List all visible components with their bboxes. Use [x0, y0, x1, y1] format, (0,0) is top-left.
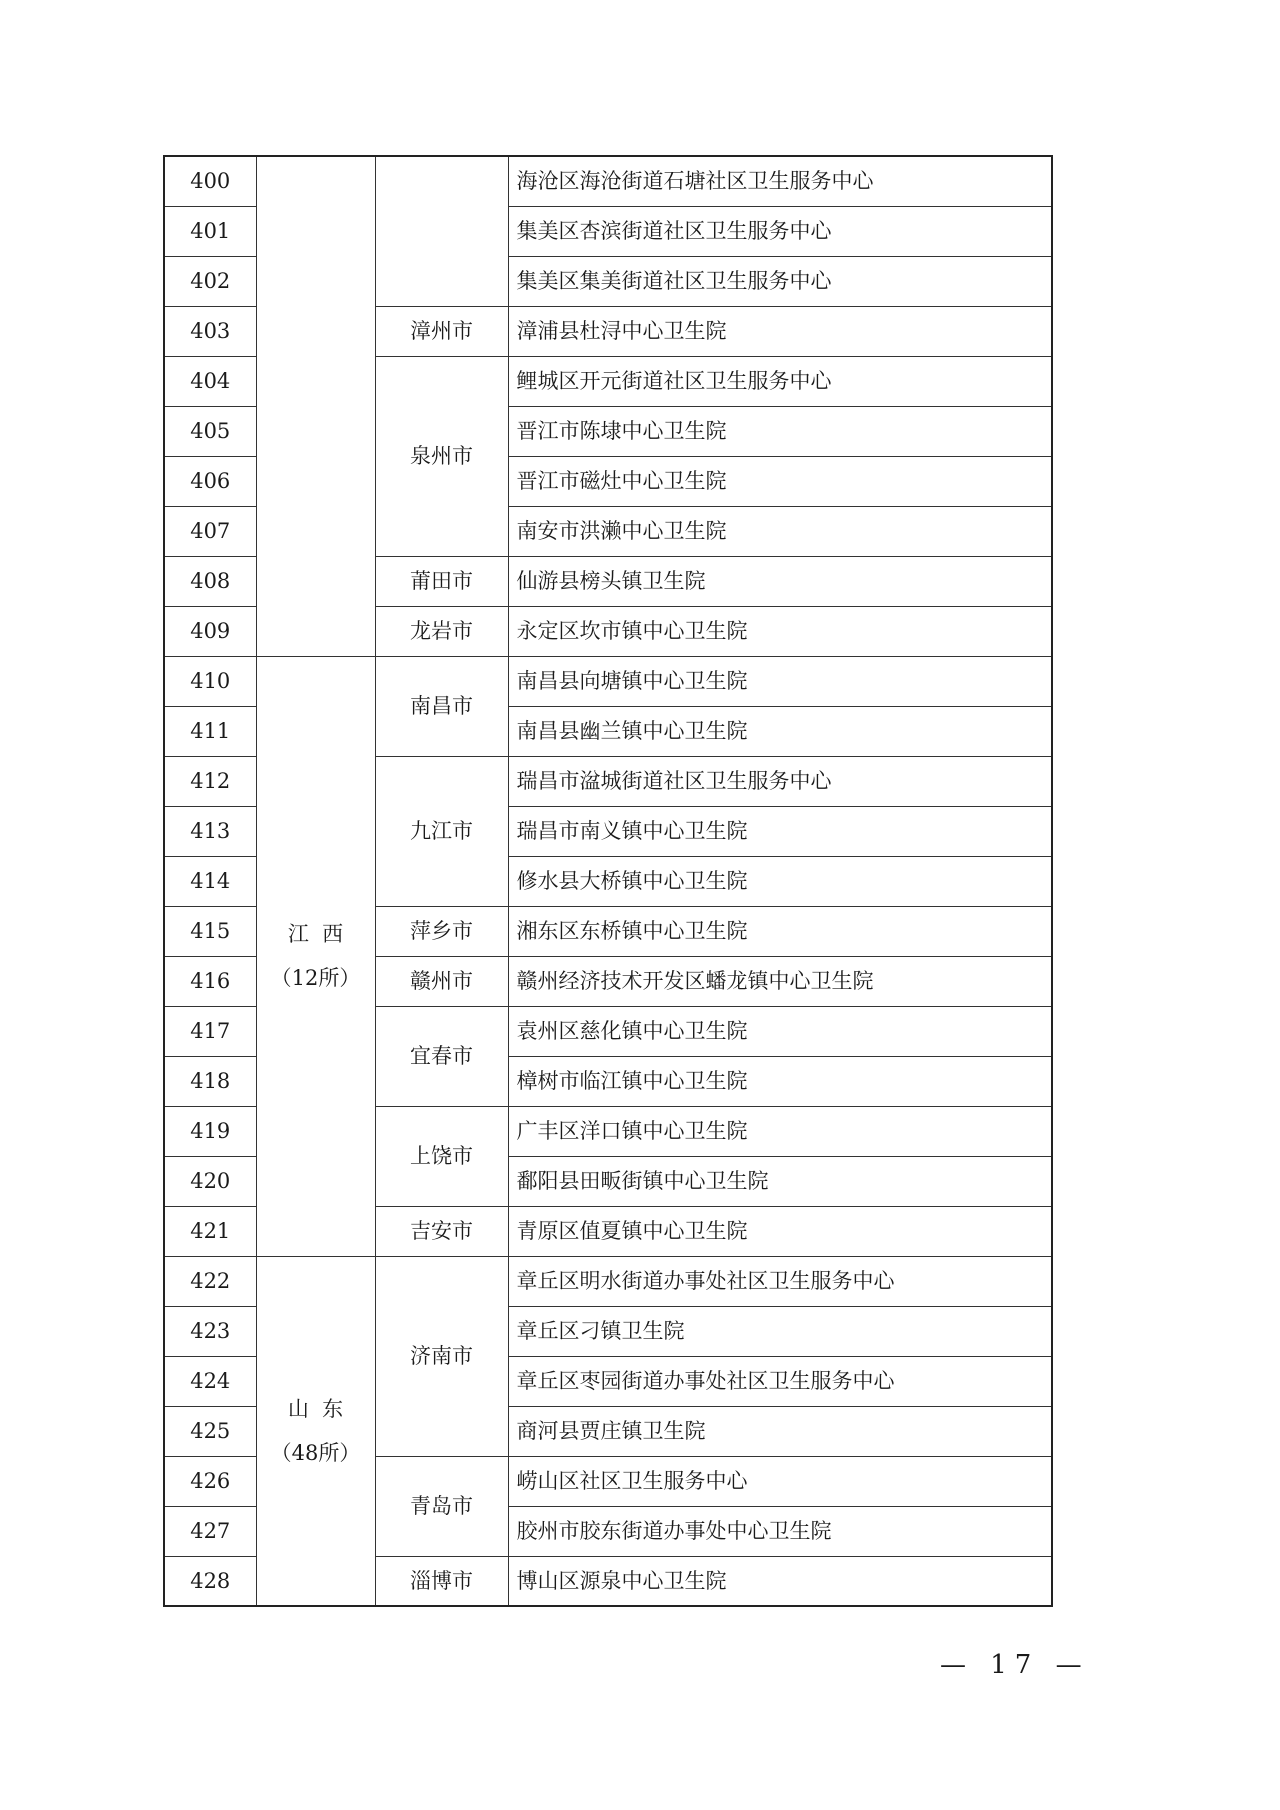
row-number: 404 [164, 356, 256, 406]
province-name: 山 东 [287, 1396, 344, 1421]
row-number: 427 [164, 1506, 256, 1556]
institution-name: 鄱阳县田畈街镇中心卫生院 [508, 1156, 1052, 1206]
institution-name: 集美区杏滨街道社区卫生服务中心 [508, 206, 1052, 256]
institution-name: 广丰区洋口镇中心卫生院 [508, 1106, 1052, 1156]
row-number: 414 [164, 856, 256, 906]
row-number: 422 [164, 1256, 256, 1306]
row-number: 419 [164, 1106, 256, 1156]
city-cell: 南昌市 [375, 656, 508, 756]
row-number: 405 [164, 406, 256, 456]
institution-name: 漳浦县杜浔中心卫生院 [508, 306, 1052, 356]
institution-name: 章丘区明水街道办事处社区卫生服务中心 [508, 1256, 1052, 1306]
institution-name: 樟树市临江镇中心卫生院 [508, 1056, 1052, 1106]
row-number: 423 [164, 1306, 256, 1356]
institution-name: 青原区值夏镇中心卫生院 [508, 1206, 1052, 1256]
row-number: 415 [164, 906, 256, 956]
city-cell: 萍乡市 [375, 906, 508, 956]
institution-name: 袁州区慈化镇中心卫生院 [508, 1006, 1052, 1056]
table-row [164, 1256, 1052, 1306]
row-number: 416 [164, 956, 256, 1006]
institution-name: 南昌县向塘镇中心卫生院 [508, 656, 1052, 706]
institution-name: 瑞昌市南义镇中心卫生院 [508, 806, 1052, 856]
province-name: 江 西 [287, 922, 344, 946]
institution-name: 瑞昌市湓城街道社区卫生服务中心 [508, 756, 1052, 806]
table-row [164, 156, 1052, 206]
institution-name: 南昌县幽兰镇中心卫生院 [508, 706, 1052, 756]
row-number: 420 [164, 1156, 256, 1206]
row-number: 411 [164, 706, 256, 756]
row-number: 401 [164, 206, 256, 256]
row-number: 409 [164, 606, 256, 656]
row-number: 425 [164, 1406, 256, 1456]
row-number: 408 [164, 556, 256, 606]
city-cell: 漳州市 [375, 306, 508, 356]
city-cell: 宜春市 [375, 1006, 508, 1106]
province-cell [256, 1256, 375, 1606]
row-number: 426 [164, 1456, 256, 1506]
institution-name: 湘东区东桥镇中心卫生院 [508, 906, 1052, 956]
city-cell [375, 156, 508, 306]
institution-name: 南安市洪濑中心卫生院 [508, 506, 1052, 556]
city-cell: 龙岩市 [375, 606, 508, 656]
city-cell: 淄博市 [375, 1556, 508, 1606]
city-cell: 赣州市 [375, 956, 508, 1006]
institution-name: 集美区集美街道社区卫生服务中心 [508, 256, 1052, 306]
city-cell: 上饶市 [375, 1106, 508, 1206]
province-count: （48所） [270, 1440, 361, 1465]
city-cell: 青岛市 [375, 1456, 508, 1556]
province-cell [256, 156, 375, 656]
row-number: 421 [164, 1206, 256, 1256]
city-cell: 泉州市 [375, 356, 508, 556]
institution-name: 仙游县榜头镇卫生院 [508, 556, 1052, 606]
institution-name: 海沧区海沧街道石塘社区卫生服务中心 [508, 156, 1052, 206]
table-row [164, 656, 1052, 706]
row-number: 418 [164, 1056, 256, 1106]
city-cell: 九江市 [375, 756, 508, 906]
row-number: 403 [164, 306, 256, 356]
row-number: 412 [164, 756, 256, 806]
row-number: 402 [164, 256, 256, 306]
row-number: 400 [164, 156, 256, 206]
institution-name: 商河县贾庄镇卫生院 [508, 1406, 1052, 1456]
institution-name: 胶州市胶东街道办事处中心卫生院 [508, 1506, 1052, 1556]
institution-name: 晋江市陈埭中心卫生院 [508, 406, 1052, 456]
province-count: （12所） [270, 966, 361, 990]
row-number: 406 [164, 456, 256, 506]
institution-name: 晋江市磁灶中心卫生院 [508, 456, 1052, 506]
institution-name: 鲤城区开元街道社区卫生服务中心 [508, 356, 1052, 406]
city-cell: 莆田市 [375, 556, 508, 606]
row-number: 407 [164, 506, 256, 556]
institution-name: 崂山区社区卫生服务中心 [508, 1456, 1052, 1506]
province-cell [256, 656, 375, 1256]
institution-name: 永定区坎市镇中心卫生院 [508, 606, 1052, 656]
institution-name: 修水县大桥镇中心卫生院 [508, 856, 1052, 906]
institution-name: 赣州经济技术开发区蟠龙镇中心卫生院 [508, 956, 1052, 1006]
row-number: 413 [164, 806, 256, 856]
city-cell: 吉安市 [375, 1206, 508, 1256]
city-cell: 济南市 [375, 1256, 508, 1456]
page-number: — 17 — [940, 1650, 1090, 1680]
row-number: 417 [164, 1006, 256, 1056]
institution-name: 章丘区枣园街道办事处社区卫生服务中心 [508, 1356, 1052, 1406]
row-number: 428 [164, 1556, 256, 1606]
institution-name: 博山区源泉中心卫生院 [508, 1556, 1052, 1606]
institution-table [163, 155, 1053, 1607]
row-number: 410 [164, 656, 256, 706]
row-number: 424 [164, 1356, 256, 1406]
institution-name: 章丘区刁镇卫生院 [508, 1306, 1052, 1356]
